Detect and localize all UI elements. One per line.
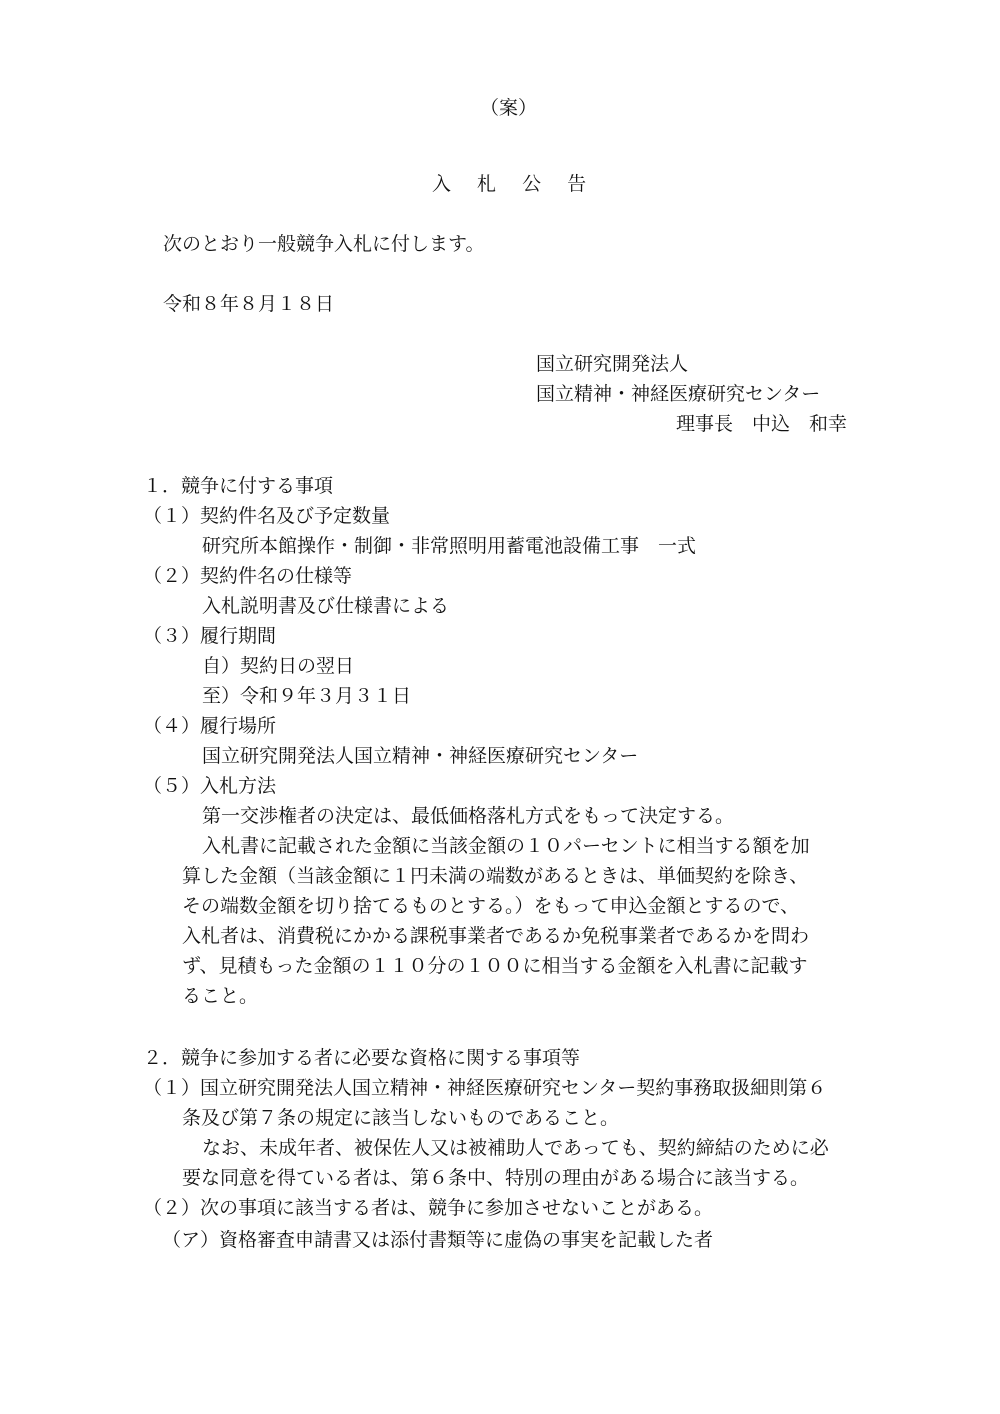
- issue-date: 令和８年８月１８日: [163, 293, 335, 315]
- section1-heading: １．競争に付する事項: [143, 475, 334, 497]
- issuer-org1: 国立研究開発法人: [536, 353, 689, 375]
- s2-item2-a: （ア）資格審査申請書又は添付書類等に虚偽の事実を記載した者: [162, 1229, 714, 1251]
- item2-label: （２）契約件名の仕様等: [143, 565, 353, 587]
- item1-label: （１）契約件名及び予定数量: [143, 505, 391, 527]
- s2-item1-line: 条及び第７条の規定に該当しないものであること。: [182, 1107, 620, 1129]
- item5-line: ること。: [182, 985, 259, 1007]
- issuer-org2: 国立精神・神経医療研究センター: [536, 383, 821, 405]
- item3-label: （３）履行期間: [143, 625, 277, 647]
- item5-line: 算した金額（当該金額に１円未満の端数があるときは、単価契約を除き、: [182, 865, 809, 887]
- s2-item1-line: なお、未成年者、被保佐人又は被補助人であっても、契約締結のために必: [202, 1137, 829, 1159]
- item5-line: 入札者は、消費税にかかる課税事業者であるか免税事業者であるかを問わ: [182, 925, 810, 947]
- item5-line: その端数金額を切り捨てるものとする。）をもって申込金額とするので、: [182, 895, 800, 917]
- item5-line: 第一交渉権者の決定は、最低価格落札方式をもって決定する。: [202, 805, 735, 827]
- item4-label: （４）履行場所: [143, 715, 277, 737]
- item2-line: 入札説明書及び仕様書による: [202, 595, 450, 617]
- section2-heading: ２．競争に参加する者に必要な資格に関する事項等: [143, 1047, 581, 1069]
- item1-line: 研究所本館操作・制御・非常照明用蓄電池設備工事 一式: [202, 535, 697, 557]
- item5-line: ず、見積もった金額の１１０分の１００に相当する金額を入札書に記載す: [182, 955, 808, 977]
- item5-label: （５）入札方法: [143, 775, 277, 797]
- item5-line: 入札書に記載された金額に当該金額の１０パーセントに相当する額を加: [202, 835, 810, 857]
- s2-item2: （２）次の事項に該当する者は、競争に参加させないことがある。: [143, 1197, 714, 1219]
- s2-item1-line: 要な同意を得ている者は、第６条中、特別の理由がある場合に該当する。: [182, 1167, 810, 1189]
- intro-text: 次のとおり一般競争入札に付します。: [163, 233, 485, 255]
- document-title: 入 札 公 告: [432, 173, 597, 195]
- s2-item1-line: （１）国立研究開発法人国立精神・神経医療研究センター契約事務取扱細則第６: [143, 1077, 827, 1099]
- item3-line-from: 自）契約日の翌日: [202, 655, 355, 677]
- item4-line: 国立研究開発法人国立精神・神経医療研究センター: [202, 745, 639, 767]
- item3-line-to: 至）令和９年３月３１日: [202, 685, 412, 707]
- issuer-person: 理事長 中込 和幸: [676, 413, 848, 435]
- draft-mark: （案）: [480, 97, 538, 119]
